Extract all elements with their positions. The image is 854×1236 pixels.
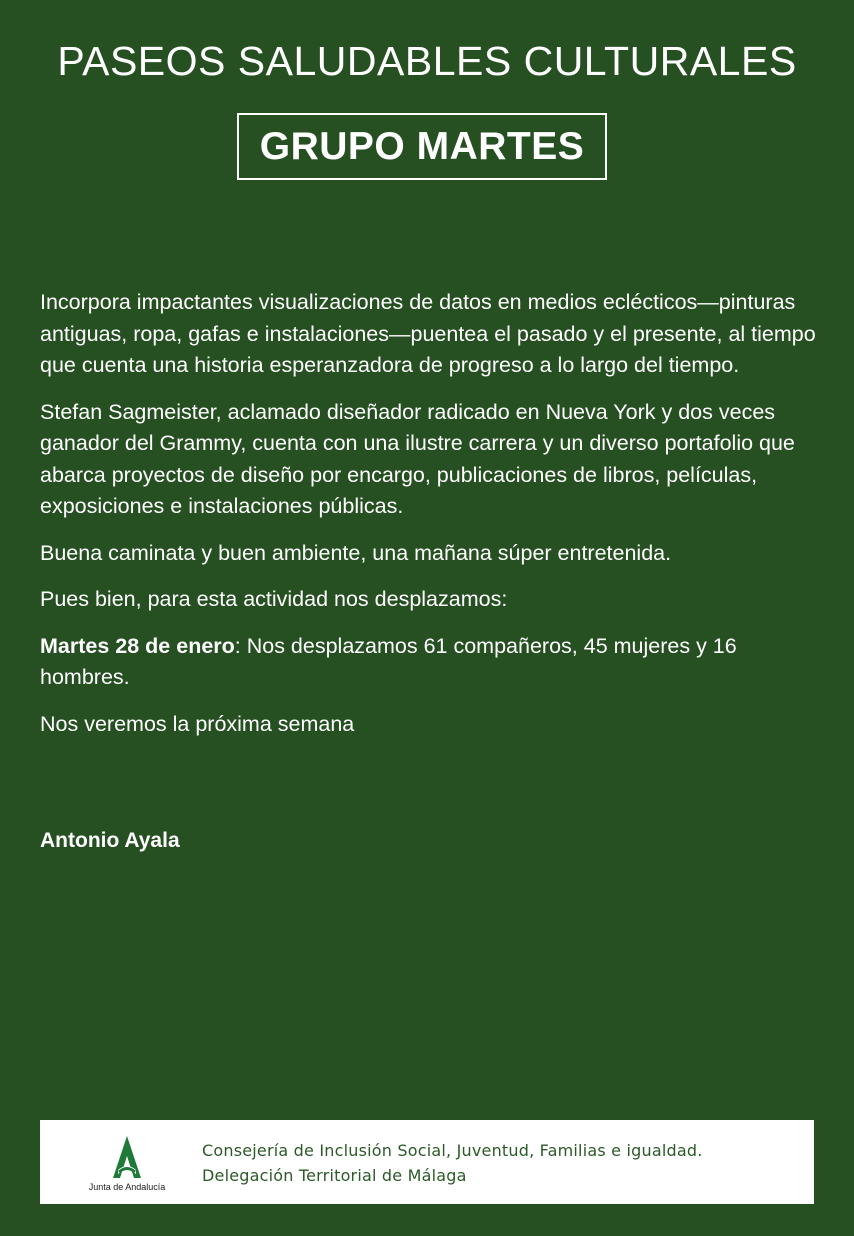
paragraph-intro: Incorpora impactantes visualizaciones de datos en medios eclécticos—pinturas antiguas, ropa, gafas e instalaciones—puentea el pasado y el presente, al tiempo que cuenta una historia esperanzadora de progreso a lo largo del tiempo.	[40, 290, 816, 377]
footer-line-delegation: Delegación Territorial de Málaga	[202, 1166, 467, 1185]
footer-banner	[40, 1120, 814, 1204]
paragraph-activity: Pues bien, para esta actividad nos desplazamos:	[40, 587, 508, 611]
group-label: GRUPO MARTES	[259, 124, 585, 168]
attendance-text: : Nos desplazamos 61 compañeros, 45 mujeres y 16 hombres.	[40, 633, 737, 689]
paragraph-attendance	[40, 631, 820, 694]
article-body	[40, 287, 820, 755]
paragraph-bio: Stefan Sagmeister, aclamado diseñador radicado en Nueva York y dos veces ganador del Grammy, cuenta con una ilustre carrera y un diverso portafolio que abarca proyectos de diseño por encargo, publicaciones de libros, películas, exposiciones e instalaciones públicas.	[40, 399, 795, 518]
junta-andalucia-logo-icon	[82, 1134, 172, 1182]
footer-text	[202, 1138, 703, 1188]
paragraph-closing: Nos veremos la próxima semana	[40, 711, 355, 736]
footer-line-department: Consejería de Inclusión Social, Juventud, Familias e igualdad.	[202, 1141, 703, 1160]
logo-caption: Junta de Andalucía	[88, 1182, 166, 1192]
attendance-date: Martes 28 de enero	[40, 633, 235, 658]
paragraph-walk: Buena caminata y buen ambiente, una mañana súper entretenida.	[40, 540, 672, 565]
signature: Antonio Ayala	[40, 829, 180, 852]
junta-andalucia-logo	[82, 1134, 172, 1194]
page-title: PASEOS SALUDABLES CULTURALES	[57, 38, 797, 84]
group-badge	[237, 113, 607, 180]
